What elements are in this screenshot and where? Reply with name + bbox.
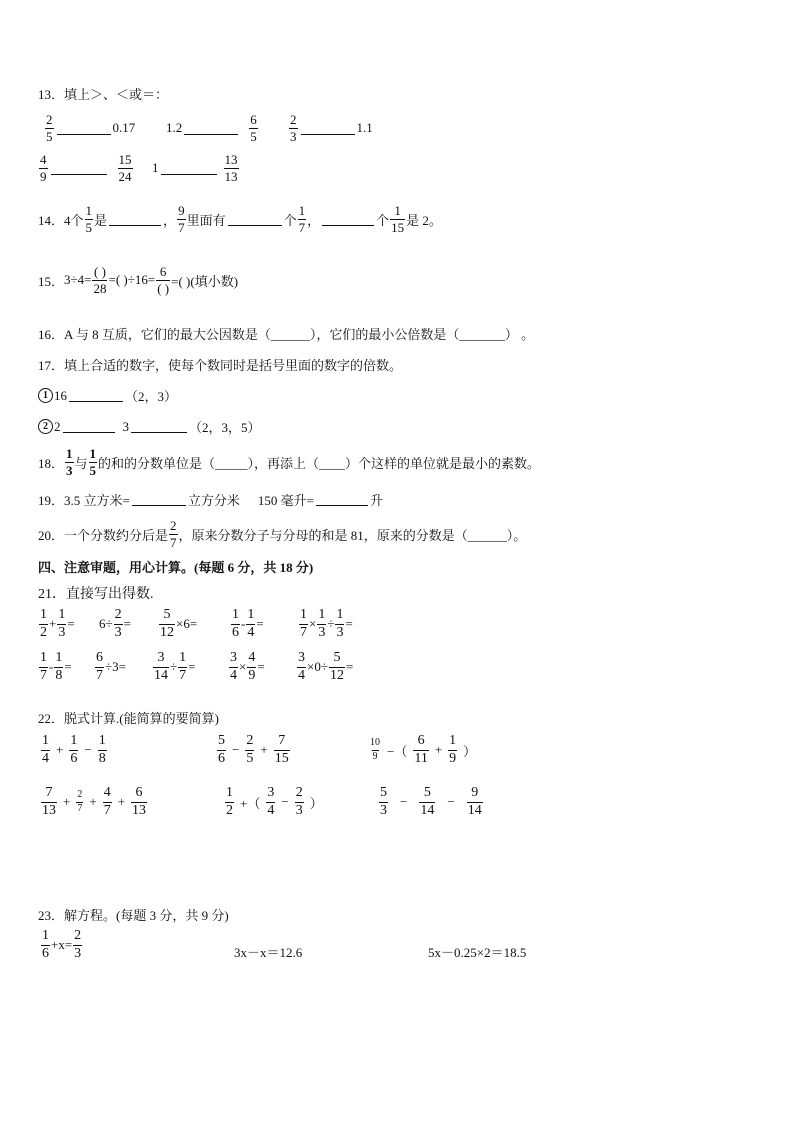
q21-r2-e5: $\frac{3}{4}$ ×0÷ $\frac{5}{12}$ = <box>298 650 354 683</box>
circled-number-2: 2 <box>38 419 53 434</box>
q22-expr4: $\frac{7}{13}$ + $\frac{2}{7}$ + $\frac{4}{7}$ + $\frac{6}{13}$ <box>42 785 147 818</box>
q17-item2: 2 2 3 （2，3，5） <box>38 417 261 436</box>
q16-line: 16．A 与 8 互质，它们的最大公因数是（______），它们的最小公倍数是（_______） 。 <box>38 327 535 342</box>
q13-label: 13．填上＞、＜或＝： <box>38 87 169 102</box>
answer-blank[interactable] <box>51 162 107 175</box>
q22-expr6: $\frac{5}{3}$ − $\frac{5}{14}$ − $\frac{9}{14}$ <box>380 785 482 818</box>
q23-eq2: 3x－x＝12.6 <box>234 945 303 960</box>
q17-label: 17．填上合适的数字，使每个数同时是括号里面的数字的倍数。 <box>38 358 403 373</box>
q13-row2-a: $\frac{4}{9}$ $\frac{15}{24}$ <box>40 152 132 184</box>
q23-eq3: 5x－0.25×2＝18.5 <box>428 945 527 960</box>
answer-blank[interactable] <box>132 493 186 506</box>
q13-row1-c: $\frac{2}{3}$ 1.1 <box>290 112 373 144</box>
section-heading: 四、注意审题，用心计算。(每题 6 分，共 18 分) <box>38 560 314 575</box>
answer-blank[interactable] <box>184 122 238 135</box>
q21-r2-e4: $\frac{3}{4}$ × $\frac{4}{9}$ = <box>230 650 265 683</box>
q21-r1-e4: $\frac{1}{6}$ - $\frac{1}{4}$ = <box>232 607 264 640</box>
q22-label: 22．脱式计算.(能简算的要简算) <box>38 711 219 726</box>
circled-number-1: 1 <box>38 388 53 403</box>
q13-row2-b: 1 $\frac{13}{13}$ <box>152 152 238 184</box>
q21-r2-e2: $\frac{6}{7}$ ÷3= <box>96 650 126 683</box>
answer-blank[interactable] <box>322 213 374 226</box>
answer-blank[interactable] <box>109 213 161 226</box>
q23-label: 23．解方程。(每题 3 分，共 9 分) <box>38 908 229 923</box>
q22-expr2: $\frac{5}{6}$ − $\frac{2}{5}$ + $\frac{7}{15}$ <box>218 733 289 766</box>
answer-blank[interactable] <box>161 162 217 175</box>
q21-r2-e3: $\frac{3}{14}$ ÷ $\frac{1}{7}$ = <box>154 650 196 683</box>
q21-r2-e1: $\frac{1}{7}$ - $\frac{1}{8}$ = <box>40 650 72 683</box>
answer-blank[interactable] <box>131 420 187 433</box>
q19-line: 19．3.5 立方米= 立方分米 150 毫升= 升 <box>38 493 383 508</box>
q17-item1: 1 16 （2，3） <box>38 386 177 405</box>
q13-row1-a: $\frac{2}{5}$ 0.17 <box>46 112 136 144</box>
q23-eq1: $\frac{1}{6}$ +x= $\frac{2}{3}$ <box>42 928 82 961</box>
q20-line: 20．一个分数约分后是 $\frac{2}{7}$ ，原来分数分子与分母的和是 81，原来的分数是（______）。 <box>38 518 527 550</box>
answer-blank[interactable] <box>301 122 355 135</box>
q22-expr3: $\frac{10}{9}$ −（ $\frac{6}{11}$ + $\frac{1}{9}$ ） <box>370 733 477 766</box>
q21-r1-e3: $\frac{5}{12}$ ×6= <box>160 607 198 640</box>
q21-r1-e1: $\frac{1}{2}$ + $\frac{1}{3}$ = <box>40 607 75 640</box>
q18-line: 18． $\frac{1}{3}$ 与 $\frac{1}{5}$ 的和的分数单位是（_____），再添上（____）个这样的单位就是最小的素数。 <box>38 446 541 478</box>
answer-blank[interactable] <box>316 493 368 506</box>
answer-blank[interactable] <box>57 122 111 135</box>
q15-line: 15． 3÷4= $\frac{( )}{28}$ =( )÷16= $\frac{6}{( )}$ =( )(填小数) <box>38 264 239 296</box>
q21-label: 21．直接写出得数. <box>38 587 154 602</box>
q22-expr1: $\frac{1}{4}$ + $\frac{1}{6}$ − $\frac{1}{8}$ <box>42 733 106 766</box>
q21-r1-e2: 6÷ $\frac{2}{3}$ = <box>99 607 131 640</box>
answer-blank[interactable] <box>69 389 123 402</box>
answer-blank[interactable] <box>63 420 115 433</box>
answer-blank[interactable] <box>228 213 282 226</box>
q14-line: 14． 4个 $\frac{1}{5}$ 是 ， $\frac{9}{7}$ 里面有 个 $\frac{1}{7}$ ， 个 $\frac{1}{15}$ 是 2。 <box>38 203 442 235</box>
q21-r1-e5: $\frac{1}{7}$ × $\frac{1}{3}$ ÷ $\frac{1}{3}$ = <box>300 607 353 640</box>
q13-row1-b: 1.2 $\frac{6}{5}$ <box>166 112 257 144</box>
q22-expr5: $\frac{1}{2}$ +（ $\frac{3}{4}$ − $\frac{2}{3}$ ） <box>226 785 323 818</box>
